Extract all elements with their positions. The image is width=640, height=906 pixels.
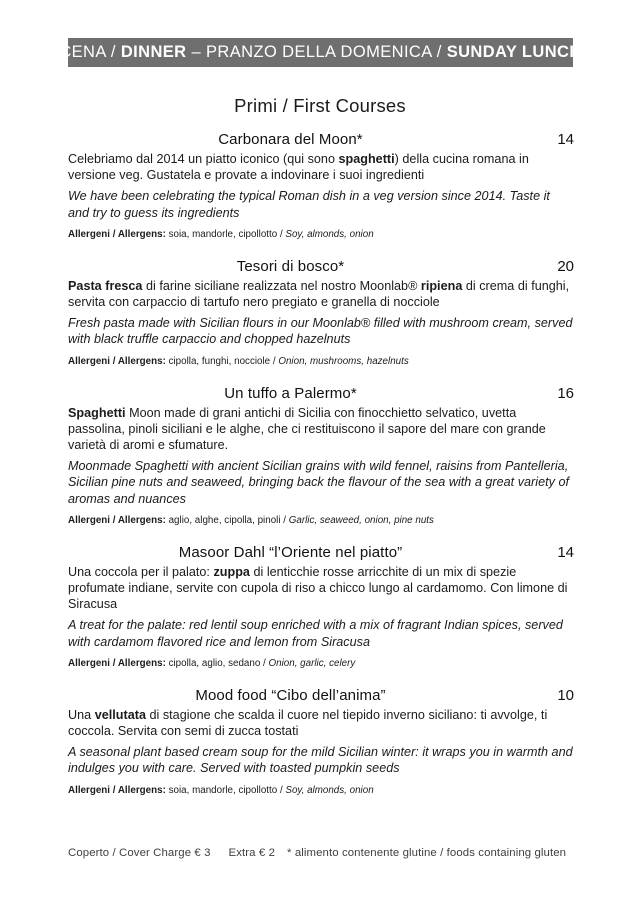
footer-cover-charge: Coperto / Cover Charge € 3 xyxy=(68,847,211,859)
dish-description-english: A treat for the palate: red lentil soup enriched with a mix of fragrant Indian spices, served with cardamom flavored rice and lemon from Siracusa xyxy=(68,618,563,649)
desc-pre: Celebriamo dal 2014 un piatto iconico (qui sono xyxy=(68,152,339,166)
dish-header xyxy=(68,131,574,150)
section-title: Primi / First Courses xyxy=(234,95,406,116)
allergens-italian: cipolla, funghi, nocciole / xyxy=(165,355,279,367)
desc-emphasis: vellutata xyxy=(94,707,146,722)
footer-extra: Extra € 2 xyxy=(228,847,276,859)
desc-mid: di farine siciliane realizzata nel nostro Moonlab® xyxy=(142,278,421,293)
footer-gluten-note: * alimento contenente glutine / foods containing gluten xyxy=(287,847,567,859)
header-segment-dinner: DINNER xyxy=(120,43,187,62)
dish-description-italian xyxy=(68,707,574,739)
allergens-label: Allergeni / Allergens: xyxy=(68,657,166,669)
desc-pre: Una coccola per il palato: xyxy=(68,564,214,579)
dish-item xyxy=(68,258,574,368)
dish-price: 20 xyxy=(557,257,574,275)
desc-emphasis: zuppa xyxy=(213,564,250,579)
dish-item xyxy=(68,544,574,670)
allergens-english: Onion, mushrooms, hazelnuts xyxy=(278,355,409,367)
dish-allergens xyxy=(68,657,574,670)
desc-post: Moon made di grani antichi di Sicilia con finocchietto selvatico, uvetta passolina, pinoli siciliani e le alghe, che ci restituiscono il sapore del mare con grande varietà di aromi e sfumature. xyxy=(68,405,546,453)
allergens-label: Allergeni / Allergens: xyxy=(68,228,166,240)
allergens-label: Allergeni / Allergens: xyxy=(68,355,166,367)
desc-post: di crema di funghi, servita con carpaccio di tartufo nero pregiato e granella di nocciole xyxy=(68,278,570,310)
dish-allergens xyxy=(68,784,574,797)
dish-description-english: We have been celebrating the typical Roman dish in a veg version since 2014. Taste it and try to guess its ingredients xyxy=(68,189,550,220)
dish-name: Un tuffo a Palermo* xyxy=(224,384,357,402)
menu-footer xyxy=(68,847,566,859)
allergens-italian: cipolla, aglio, sedano / xyxy=(165,657,269,669)
dish-price: 14 xyxy=(557,131,574,148)
dish-description-english: Moonmade Spaghetti with ancient Sicilian grains with wild fennel, raisins from Pantelleria, Sicilian pine nuts and seaweed, bringing back the flavour of the sea with a great variety of aromas and nuances xyxy=(68,459,569,506)
desc-post: ) della cucina romana in versione veg. Gustatela e provate a indovinare i suoi ingredienti xyxy=(68,152,529,183)
header-segment-sunday-lunch: SUNDAY LUNCH xyxy=(446,43,582,62)
dish-allergens xyxy=(68,355,574,368)
dish-price: 14 xyxy=(557,543,574,561)
dish-item xyxy=(68,131,574,241)
dish-name: Carbonara del Moon* xyxy=(218,131,363,148)
menu-header-band xyxy=(59,38,582,67)
dish-description-english: Fresh pasta made with Sicilian flours in our Moonlab® filled with mushroom cream, served with black truffle carpaccio and chopped hazelnuts xyxy=(68,316,573,347)
header-segment-pranzo: – PRANZO DELLA DOMENICA / xyxy=(186,43,447,62)
menu-header-title xyxy=(59,44,581,61)
dish-price: 10 xyxy=(557,686,574,704)
dish-price: 16 xyxy=(557,384,574,402)
dish-list xyxy=(68,131,574,814)
desc-pre: Una xyxy=(68,707,95,722)
dish-item xyxy=(68,687,574,797)
dish-name: Tesori di bosco* xyxy=(236,257,345,275)
allergens-italian: soia, mandorle, cipollotto / xyxy=(165,228,286,240)
allergens-italian: aglio, alghe, cipolla, pinoli / xyxy=(165,514,289,526)
allergens-english: Soy, almonds, onion xyxy=(285,784,374,796)
dish-allergens xyxy=(68,228,574,241)
allergens-english: Soy, almonds, onion xyxy=(285,228,374,240)
dish-item xyxy=(68,385,574,527)
dish-header xyxy=(68,258,574,277)
dish-name: Masoor Dahl “l’Oriente nel piatto” xyxy=(178,543,403,561)
allergens-italian: soia, mandorle, cipollotto / xyxy=(165,784,286,796)
allergens-english: Garlic, seaweed, onion, pine nuts xyxy=(288,514,434,526)
dish-header xyxy=(68,385,574,404)
allergens-label: Allergeni / Allergens: xyxy=(68,514,166,526)
dish-description-italian xyxy=(68,278,574,310)
dish-description-italian xyxy=(68,151,574,183)
dish-description-italian xyxy=(68,564,574,613)
dish-description-italian xyxy=(68,405,574,454)
allergens-english: Onion, garlic, celery xyxy=(268,657,356,669)
desc-post: di lenticchie rosse arricchite di un mix di spezie profumate indiane, servite con cupola di riso a chicco lungo al cardamomo. Con limone di Siracusa xyxy=(68,564,568,612)
header-segment-cena: CENA / xyxy=(59,43,121,62)
desc-emphasis-2: ripiena xyxy=(420,278,463,293)
dish-allergens xyxy=(68,514,574,527)
allergens-label: Allergeni / Allergens: xyxy=(68,784,166,796)
dish-header xyxy=(68,544,574,563)
desc-emphasis: spaghetti xyxy=(338,152,395,166)
desc-post: di stagione che scalda il cuore nel tiepido inverno siciliano: ti avvolge, ti coccola. Servita con semi di zucca tostati xyxy=(68,707,548,739)
desc-emphasis: Spaghetti xyxy=(68,405,126,420)
dish-description-english: A seasonal plant based cream soup for the mild Sicilian winter: it wraps you in warmth and indulges you with care. Served with toasted pumpkin seeds xyxy=(68,745,573,776)
dish-header xyxy=(68,687,574,706)
desc-emphasis: Pasta fresca xyxy=(68,278,143,293)
dish-name: Mood food “Cibo dell’anima” xyxy=(195,686,386,704)
